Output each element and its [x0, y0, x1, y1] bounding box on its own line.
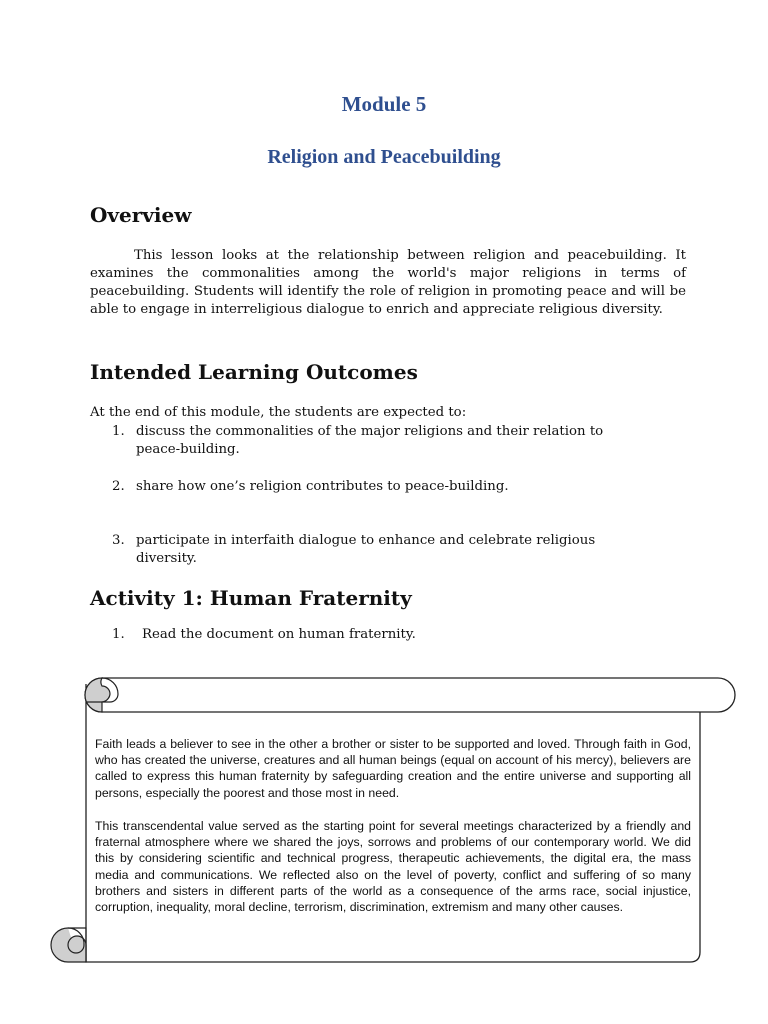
scroll-top-roll	[85, 678, 735, 712]
step-text: Read the document on human fraternity.	[142, 627, 416, 642]
step-number: 1.	[112, 627, 125, 642]
outcome-text: discuss the commonalities of the major religions and their relation to peace-building.	[136, 424, 604, 457]
overview-heading: Overview	[90, 203, 192, 227]
outcome-text: share how one’s religion contributes to peace-building.	[136, 479, 509, 494]
outcome-number: 3.	[112, 533, 125, 548]
outcome-number: 1.	[112, 424, 125, 439]
outcome-text: participate in interfaith dialogue to enhance and celebrate religious diversity.	[136, 533, 596, 566]
activity-heading: Activity 1: Human Fraternity	[90, 586, 412, 610]
outcomes-heading: Intended Learning Outcomes	[90, 360, 418, 384]
overview-paragraph: This lesson looks at the relationship between religion and peacebuilding. It examines the commonalities among the world's major religions in terms of peacebuilding. Students will identify the role of religion in promoting peace and will be able to engage in interreligious dialogue to enrich and appreciate religious diversity.	[90, 248, 686, 317]
module-title: Module 5	[341, 92, 427, 116]
scroll-bottom-curl	[51, 928, 86, 962]
outcomes-intro: At the end of this module, the students are expected to:	[90, 405, 467, 420]
outcome-number: 2.	[112, 479, 125, 494]
scroll-paragraph: This transcendental value served as the starting point for several meetings characterized by a friendly and fraternal atmosphere where we shared the joys, sorrows and problems of our contemporary world. We did this by considering scientific and technical progress, therapeutic achievements, the digital era, the mass media and communications. We reflected also on the level of poverty, conflict and suffering of so many brothers and sisters in different parts of the world as a consequence of the arms race, social injustice, corruption, inequality, moral decline, terrorism, discrimination, extremism and many other causes.	[95, 819, 691, 915]
module-subtitle: Religion and Peacebuilding	[267, 146, 501, 168]
scroll-paragraph: Faith leads a believer to see in the other a brother or sister to be supported and loved. Through faith in God, who has created the universe, creatures and all human beings (equal on account of his mercy), believers are called to express this human fraternity by safeguarding creation and the entire universe and supporting all persons, especially the poorest and those most in need.	[95, 737, 691, 800]
